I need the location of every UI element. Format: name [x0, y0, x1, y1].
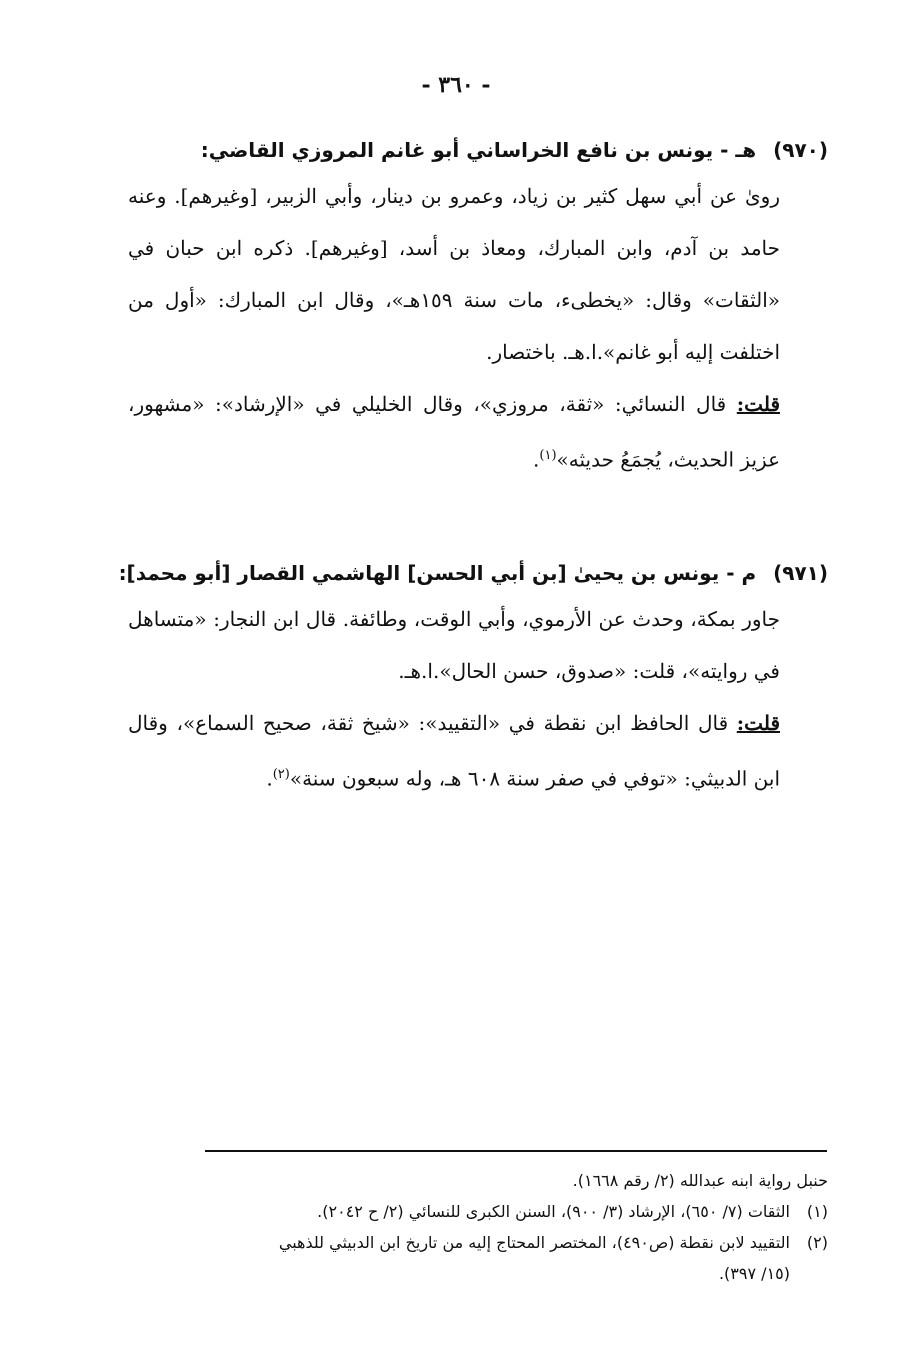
page-number: - ٣٦٠ -: [421, 72, 491, 98]
entry-paragraph: روىٰ عن أبي سهل كثير بن زياد، وعمرو بن دينار، وأبي الزبير، [وغيرهم]. وعنه حامد بن آدم، وابن المبارك، ومعاذ بن أسد، [وغيرهم]. ذكره ابن حبان في «الثقات» وقال: «يخطىء، مات سنة ١٥٩هـ»، وقال ابن المبارك: «أول من اختلفت إليه أبو غانم».ا.هـ. باختصار.: [128, 184, 780, 364]
entry-title: م - يونس بن يحيىٰ [بن أبي الحسن] الهاشمي القصار [أبو محمد]:: [118, 561, 757, 585]
note-tail: .: [266, 766, 273, 791]
footnotes: [128, 1165, 828, 1289]
entry-title: هـ - يونس بن نافع الخراساني أبو غانم المروزي القاضي:: [200, 138, 757, 162]
note-text: قال النسائي: «ثقة، مروزي»، وقال الخليلي في «الإرشاد»: «مشهور، عزيز الحديث، يُجمَعُ حديثه»: [128, 392, 780, 472]
entry-paragraph: جاور بمكة، وحدث عن الأرموي، وأبي الوقت، وطائفة. قال ابن النجار: «متساهل في روايته»، قلت: «صدوق، حسن الحال».ا.هـ.: [128, 607, 780, 683]
footnote-ref[interactable]: (١): [539, 448, 557, 463]
footnote-divider: [205, 1150, 827, 1152]
entry-heading: [118, 553, 828, 593]
footnote-2: [128, 1227, 828, 1258]
note-text: قال الحافظ ابن نقطة في «التقييد»: «شيخ ثقة، صحيح السماع»، وقال ابن الدبيثي: «توفي في صفر سنة ٦٠٨ هـ، وله سبعون سنة»: [128, 711, 780, 791]
qult-label: قلت:: [736, 711, 780, 735]
note-tail: .: [533, 447, 540, 472]
footnote-text: التقييد لابن نقطة (ص٤٩٠)، المختصر المحتاج إليه من تاريخ ابن الدبيثي للذهبي: [278, 1233, 790, 1252]
footnote-ref[interactable]: (٢): [272, 767, 290, 782]
footnote-2-continuation: (١٥/ ٣٩٧).: [718, 1264, 790, 1283]
entry-note-paragraph: [128, 378, 828, 486]
footnote-number: (١): [806, 1202, 828, 1221]
footnote-text: الثقات (٧/ ٦٥٠)، الإرشاد (٣/ ٩٠٠)، السنن الكبرى للنسائي (٢/ ح ٢٠٤٢).: [317, 1202, 790, 1221]
footnote-number: (٢): [806, 1233, 828, 1252]
entry-number: (٩٧١): [773, 561, 828, 585]
entry-970: [128, 130, 828, 486]
footnote-carryover: حنبل رواية ابنه عبدالله (٢/ رقم ١٦٦٨).: [572, 1171, 828, 1190]
entry-971: [118, 553, 828, 805]
entry-heading: [128, 130, 828, 170]
footnote-1: [128, 1196, 828, 1227]
entry-note-paragraph: [128, 697, 828, 805]
entry-number: (٩٧٠): [773, 138, 828, 162]
qult-label: قلت:: [736, 392, 780, 416]
